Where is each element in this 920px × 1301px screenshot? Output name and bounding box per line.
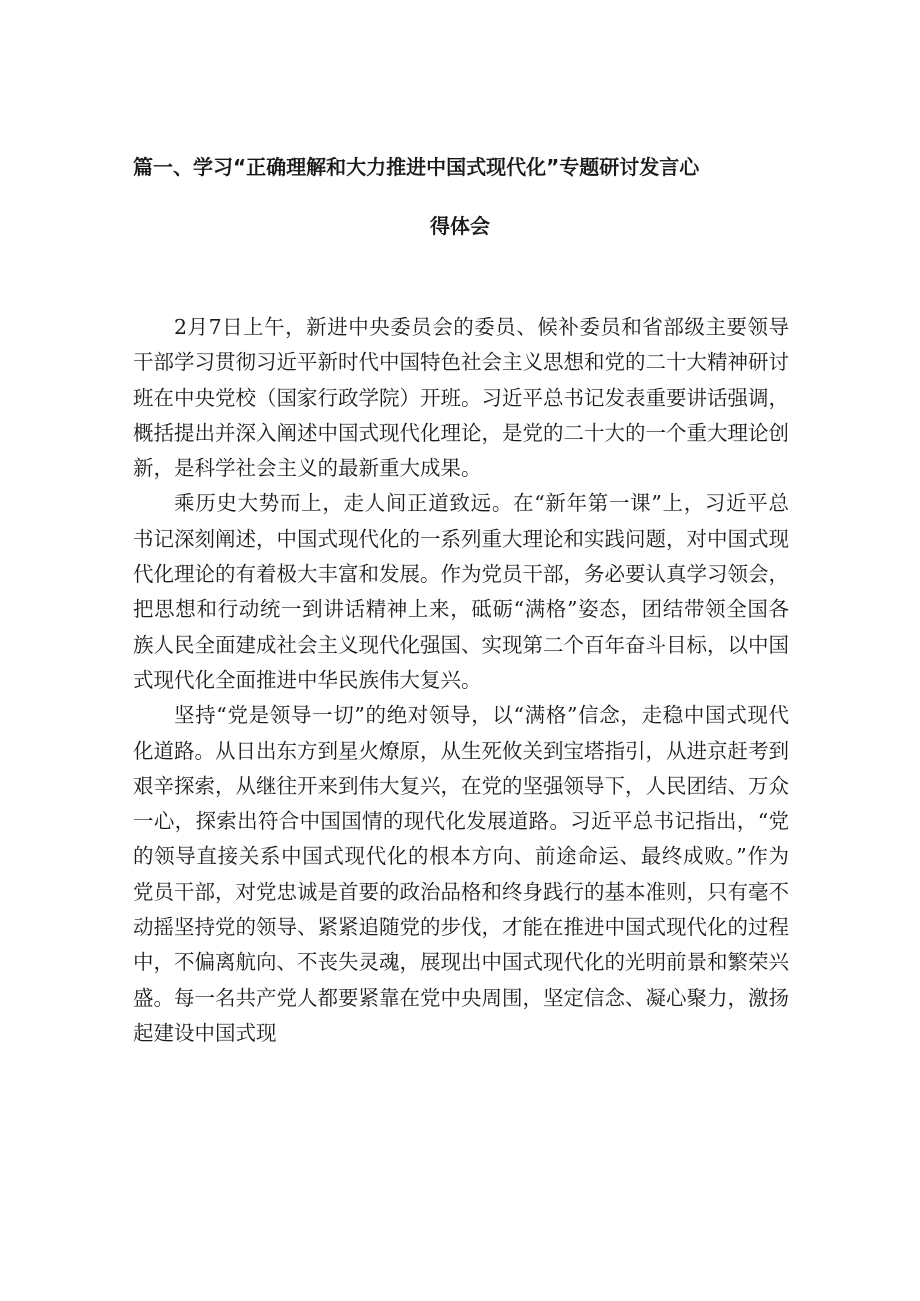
document-title-line-1: 篇一、学习“正确理解和大力推进中国式现代化”专题研讨发言心 [133,155,700,179]
document-body [133,310,789,1051]
document-title-line-2: 得体会 [430,214,490,238]
paragraph: 乘历史大势而上，走人间正道致远。在“新年第一课”上，习近平总书记深刻阐述，中国式现代化的一系列重大理论和实践问题，对中国式现代化理论的有着极大丰富和发展。作为党员干部，务必要认真学习领会，把思想和行动统一到讲话精神上来，砥砺“满格”姿态，团结带领全国各族人民全面建成社会主义现代化强国、实现第二个百年奋斗目标，以中国式现代化全面推进中华民族伟大复兴。 [133,491,789,692]
paragraph: 坚持“党是领导一切”的绝对领导，以“满格”信念，走稳中国式现代化道路。从日出东方到星火燎原，从生死攸关到宝塔指引，从进京赶考到艰辛探索，从继往开来到伟大复兴，在党的坚强领导下，人民团结、万众一心，探索出符合中国国情的现代化发展道路。习近平总书记指出，“党的领导直接关系中国式现代化的根本方向、前途命运、最终成败。”作为党员干部，对党忠诚是首要的政治品格和终身践行的基本准则，只有毫不动摇坚持党的领导、紧紧追随党的步伐，才能在推进中国式现代化的过程中，不偏离航向、不丧失灵魂，展现出中国式现代化的光明前景和繁荣兴盛。每一名共产党人都要紧靠在党中央周围，坚定信念、凝心聚力，激扬起建设中国式现 [133,703,789,1045]
paragraph: 2月7日上午，新进中央委员会的委员、候补委员和省部级主要领导干部学习贯彻习近平新时代中国特色社会主义思想和党的二十大精神研讨班在中央党校（国家行政学院）开班。习近平总书记发表重要讲话强调，概括提出并深入阐述中国式现代化理论，是党的二十大的一个重大理论创新，是科学社会主义的最新重大成果。 [133,315,789,481]
